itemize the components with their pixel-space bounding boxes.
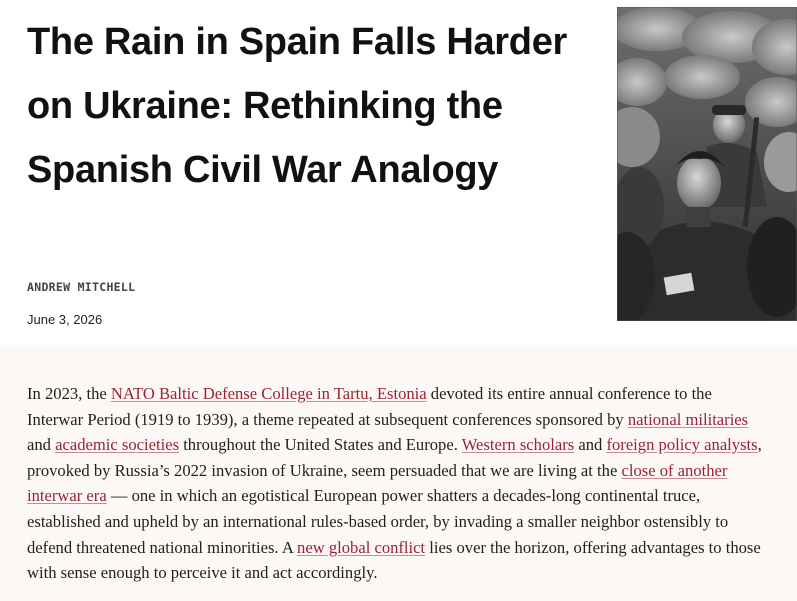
link-close-of-interwar-era[interactable]: close of another interwar era — [27, 460, 728, 506]
link-academic-societies[interactable]: academic societies — [55, 435, 180, 455]
text-run: lies over the horizon, offering advantages to those with sense enough to perceive it and act accordingly. — [27, 537, 761, 583]
text-run: In 2023, the — [27, 384, 111, 403]
text-run: — one in which an egotistical European power shatters a decades-long continental truce, established and upheld by an international rules-based order, by invading a smaller neighbor ostensibly to defend threatened national minorities. A — [27, 486, 729, 557]
author-name[interactable]: ANDREW MITCHELL — [27, 280, 136, 294]
link-nato-baltic-defense-college[interactable]: NATO Baltic Defense College in Tartu, Estonia — [110, 384, 427, 403]
text-run: and — [27, 435, 56, 455]
link-national-militaries[interactable]: national militaries — [627, 409, 749, 429]
text-run: and — [574, 435, 607, 455]
publish-date: June 3, 2026 — [27, 312, 103, 327]
link-new-global-conflict[interactable]: new global conflict — [297, 537, 426, 557]
hero-photo — [617, 7, 797, 321]
article-body — [0, 345, 797, 601]
link-western-scholars[interactable]: Western scholars — [461, 435, 575, 455]
text-run: , provoked by Russia’s 2022 invasion of Ukraine, seem persuaded that we are living at the — [27, 435, 762, 480]
link-foreign-policy-analysts[interactable]: foreign policy analysts — [606, 435, 758, 455]
intro-paragraph — [27, 381, 767, 586]
soldiers-photo-image — [617, 7, 797, 321]
article-title: The Rain in Spain Falls Harder on Ukraine: Rethinking the Spanish Civil War Analogy — [27, 21, 568, 191]
text-run: devoted its entire annual conference to the Interwar Period (1919 to 1939), a theme repeated at subsequent conferences sponsored by — [27, 384, 712, 429]
text-run: throughout the United States and Europe. — [179, 435, 462, 455]
